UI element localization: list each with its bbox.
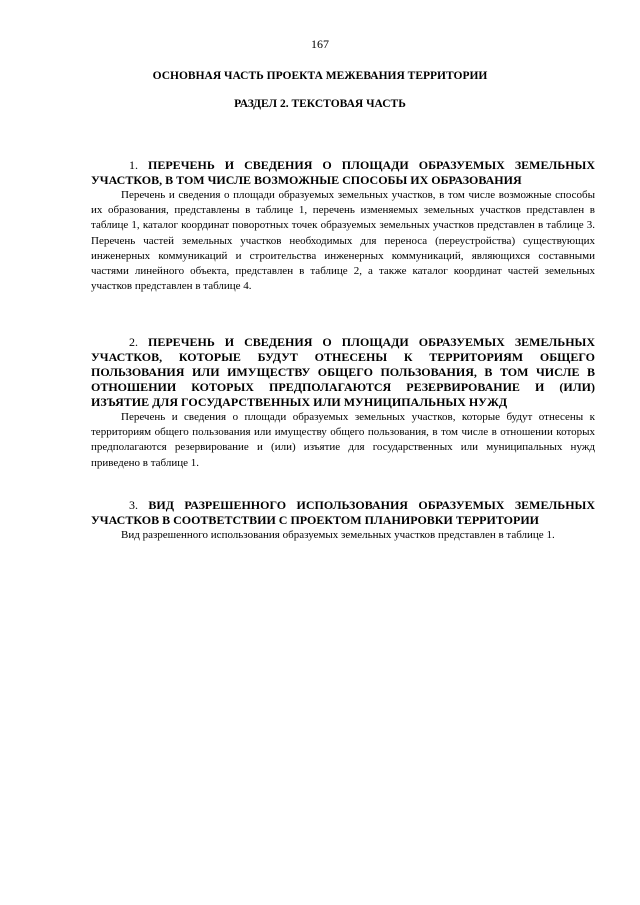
section-number: 3. (129, 498, 138, 512)
section-body: Перечень и сведения о площади образуемых земельных участков, в том числе возможные способы их образования, представлены в таблице 1, перечень изменяемых земельных участков представлен в таблице 1, каталог координат поворотных точек образуемых земельных участков представлен в таблице 3. Перечень частей земельных участков необходимых для переноса (переустройства) существующих инженерных коммуникаций и строительства инженерных коммуникаций, являющихся составными частями линейного объекта, представлен в таблице 2, а также каталог координат частей земельных участков представлен в таблице 4. (91, 189, 595, 293)
section-1 (91, 158, 595, 294)
section-heading (91, 158, 595, 188)
section-title: РАЗДЕЛ 2. ТЕКСТОВАЯ ЧАСТЬ (234, 98, 406, 110)
section-heading-text: ПЕРЕЧЕНЬ И СВЕДЕНИЯ О ПЛОЩАДИ ОБРАЗУЕМЫХ ЗЕМЕЛЬНЫХ УЧАСТКОВ, В ТОМ ЧИСЛЕ ВОЗМОЖНЫЕ СПОСОБЫ ИХ ОБРАЗОВАНИЯ (91, 158, 596, 187)
section-body: Перечень и сведения о площади образуемых земельных участков, которые будут отнесены к территориям общего пользования или имуществу общего пользования, в том числе в отношении которых предполагаются резервирование и (или) изъятие для государственных или муниципальных нужд приведено в таблице 1. (91, 411, 595, 469)
section-heading-text: ПЕРЕЧЕНЬ И СВЕДЕНИЯ О ПЛОЩАДИ ОБРАЗУЕМЫХ ЗЕМЕЛЬНЫХ УЧАСТКОВ, КОТОРЫЕ БУДУТ ОТНЕСЕНЫ К ТЕРРИТОРИЯМ ОБЩЕГО ПОЛЬЗОВАНИЯ ИЛИ ИМУЩЕСТВУ ОБЩЕГО ПОЛЬЗОВАНИЯ, В ТОМ ЧИСЛЕ В ОТНОШЕНИИ КОТОРЫХ ПРЕДПОЛАГАЮТСЯ РЕЗЕРВИРОВАНИЕ И (ИЛИ) ИЗЪЯТИЕ ДЛЯ ГОСУДАРСТВЕННЫХ ИЛИ МУНИЦИПАЛЬНЫХ НУЖД (91, 335, 596, 409)
document-title: ОСНОВНАЯ ЧАСТЬ ПРОЕКТА МЕЖЕВАНИЯ ТЕРРИТОРИИ (152, 70, 488, 82)
page-number: 167 (311, 37, 329, 51)
section-number: 2. (129, 335, 138, 349)
section-heading (91, 335, 595, 410)
section-2 (91, 335, 595, 471)
section-3 (91, 498, 595, 543)
section-heading-text: ВИД РАЗРЕШЕННОГО ИСПОЛЬЗОВАНИЯ ОБРАЗУЕМЫХ ЗЕМЕЛЬНЫХ УЧАСТКОВ В СООТВЕТСТВИИ С ПРОЕКТОМ ПЛАНИРОВКИ ТЕРРИТОРИИ (91, 498, 595, 527)
section-heading (91, 498, 595, 528)
section-body: Вид разрешенного использования образуемых земельных участков представлен в таблице 1. (121, 529, 555, 541)
section-number: 1. (129, 158, 138, 172)
